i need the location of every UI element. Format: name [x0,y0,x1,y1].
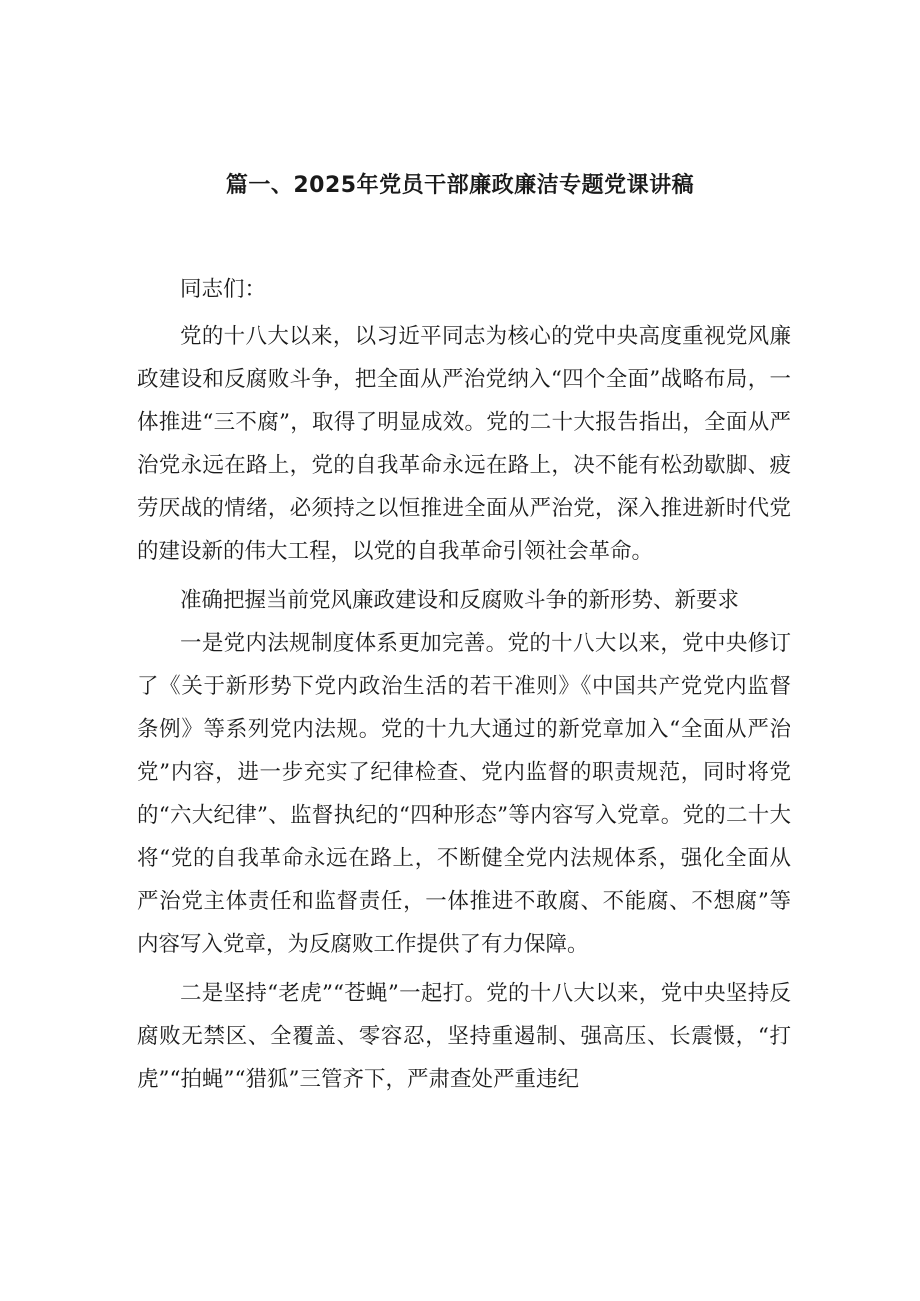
paragraph-point-one: 一是党内法规制度体系更加完善。党的十八大以来，党中央修订了《关于新形势下党内政治生活的若干准则》《中国共产党党内监督条例》等系列党内法规。党的十九大通过的新党章加入“全面从严治党”内容，进一步充实了纪律检查、党内监督的职责规范，同时将党的“六大纪律”、监督执纪的“四种形态”等内容写入党章。党的二十大将“党的自我革命永远在路上，不断健全党内法规体系，强化全面从严治党主体责任和监督责任，一体推进不敢腐、不能腐、不想腐”等内容写入党章，为反腐败工作提供了有力保障。 [137,631,791,957]
paragraph-point-two: 二是坚持“老虎”“苍蝇”一起打。党的十八大以来，党中央坚持反腐败无禁区、全覆盖、零容忍，坚持重遏制、强高压、长震慑，“打虎”“拍蝇”“猎狐”三管齐下，严肃查处严重违纪 [137,981,791,1092]
greeting: 同志们： [180,277,267,302]
paragraph-intro: 党的十八大以来，以习近平同志为核心的党中央高度重视党风廉政建设和反腐败斗争，把全面从严治党纳入“四个全面”战略布局，一体推进“三不腐”，取得了明显成效。党的二十大报告指出，全面从严治党永远在路上，党的自我革命永远在路上，决不能有松劲歇脚、疲劳厌战的情绪，必须持之以恒推进全面从严治党，深入推进新时代党的建设新的伟大工程，以党的自我革命引领社会革命。 [137,324,791,564]
document-body [137,268,791,1107]
section-heading: 准确把握当前党风廉政建设和反腐败斗争的新形势、新要求 [180,588,740,613]
document-title: 篇一、2025年党员干部廉政廉洁专题党课讲稿 [225,173,695,198]
